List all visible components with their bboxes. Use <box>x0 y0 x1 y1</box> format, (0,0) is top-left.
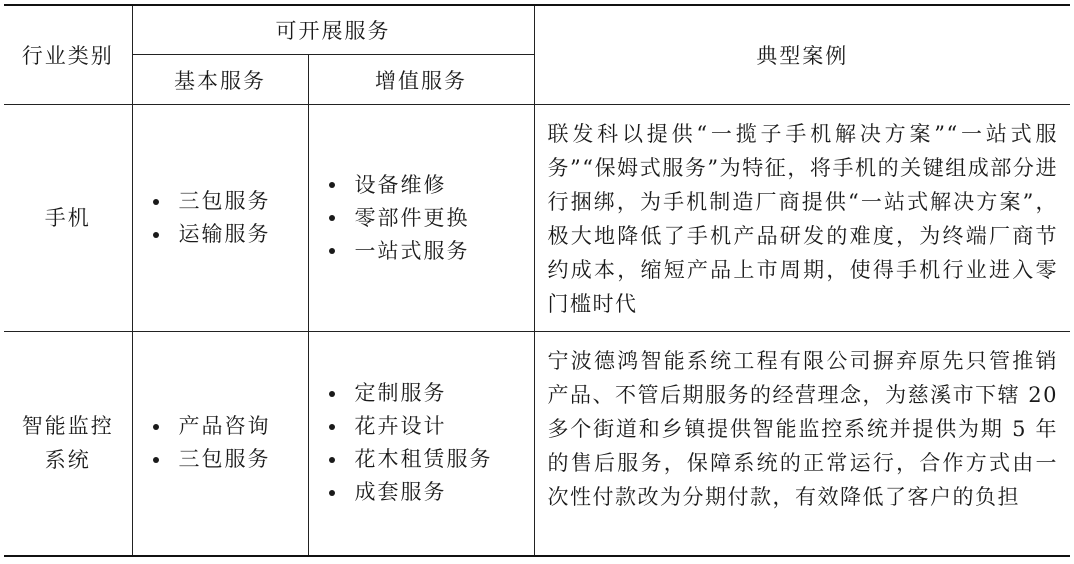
list-item: 设备维修 <box>329 169 534 202</box>
list-item: 零部件更换 <box>329 202 534 235</box>
bullet-icon <box>153 457 159 463</box>
list-item: 成套服务 <box>329 476 534 509</box>
header-industry: 行业类别 <box>4 5 132 105</box>
industry-label-line-2: 系统 <box>44 448 91 473</box>
industry-cell <box>4 105 132 332</box>
bullet-icon <box>329 248 335 254</box>
industry-cell <box>4 332 132 556</box>
list-item: 三包服务 <box>153 185 308 218</box>
value-added-services-cell <box>308 332 534 556</box>
bullet-icon <box>153 424 159 430</box>
basic-services-cell <box>132 105 308 332</box>
services-table <box>4 4 1070 557</box>
case-cell: 宁波德鸿智能系统工程有限公司摒弃原先只管推销产品、不管后期服务的经营理念，为慈溪市下辖 20 多个街道和乡镇提供智能监控系统并提供为期 5 年的售后服务，保障系统的正常运行，合作方式由一次性付款改为分期付款，有效降低了客户的负担 <box>534 332 1070 556</box>
industry-label-line-1: 智能监控 <box>21 414 114 439</box>
list-item: 三包服务 <box>153 443 308 476</box>
value-added-services-list <box>309 169 534 268</box>
basic-services-cell <box>132 332 308 556</box>
list-item: 产品咨询 <box>153 410 308 443</box>
bullet-icon <box>329 457 335 463</box>
value-added-services-list <box>309 377 534 509</box>
header-cases: 典型案例 <box>534 5 1070 105</box>
bullet-icon <box>329 215 335 221</box>
value-added-services-cell <box>308 105 534 332</box>
list-item: 花木租赁服务 <box>329 443 534 476</box>
header-services: 可开展服务 <box>132 5 534 55</box>
list-item: 定制服务 <box>329 377 534 410</box>
case-cell: 联发科以提供“一揽子手机解决方案”“一站式服务”“保姆式服务”为特征，将手机的关键组成部分进行捆绑，为手机制造厂商提供“一站式解决方案”，极大地降低了手机产品研发的难度，为终端厂商节约成本，缩短产品上市周期，使得手机行业进入零门槛时代 <box>534 105 1070 332</box>
bullet-icon <box>153 232 159 238</box>
basic-services-list <box>133 410 308 476</box>
basic-services-list <box>133 185 308 251</box>
bullet-icon <box>329 391 335 397</box>
header-basic-services: 基本服务 <box>132 55 308 105</box>
industry-label: 手机 <box>44 206 91 230</box>
list-item: 一站式服务 <box>329 235 534 268</box>
table-row-monitoring <box>4 332 1070 556</box>
bullet-icon <box>329 490 335 496</box>
bullet-icon <box>153 199 159 205</box>
bullet-icon <box>329 424 335 430</box>
table-row-phone <box>4 105 1070 332</box>
header-row-top <box>4 5 1070 55</box>
list-item: 花卉设计 <box>329 410 534 443</box>
header-value-added-services: 增值服务 <box>308 55 534 105</box>
bullet-icon <box>329 182 335 188</box>
list-item: 运输服务 <box>153 218 308 251</box>
